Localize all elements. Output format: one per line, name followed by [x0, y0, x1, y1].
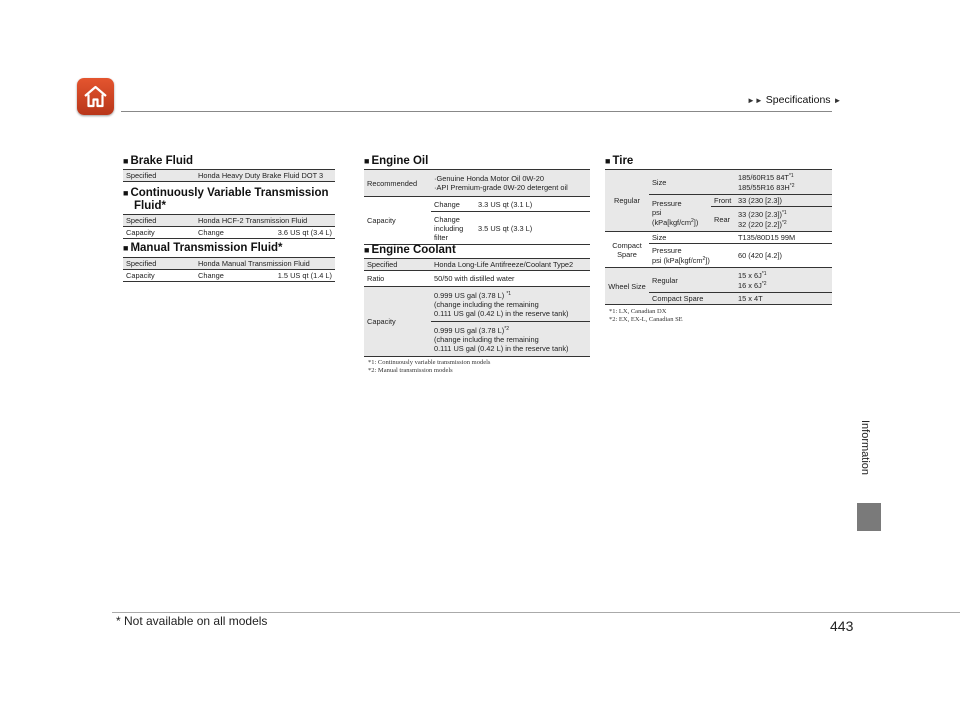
side-tab-information[interactable]: Information [859, 420, 871, 476]
engine-coolant-heading: ■ Engine Coolant [364, 244, 456, 256]
cell-value: Honda Manual Transmission Fluid [195, 258, 335, 270]
table-row [123, 215, 335, 227]
cell-label: Compact Spare [649, 293, 735, 305]
recommended-oil-2: ·API Premium-grade 0W-20 detergent oil [434, 183, 568, 192]
table-row [364, 287, 590, 322]
cell-value: Honda Heavy Duty Brake Fluid DOT 3 [195, 170, 335, 182]
cell-label: Size [649, 232, 735, 244]
cell-value: Honda HCF-2 Transmission Fluid [195, 215, 335, 227]
cell-value: 3.6 US qt (3.4 L) [277, 228, 332, 237]
cell-label: Capacity [364, 287, 431, 357]
cell-label: Front [711, 195, 735, 207]
chevron-right-icon: ►► [747, 96, 763, 105]
engine-oil-heading: ■ Engine Oil [364, 155, 429, 167]
cell-label: Pressure psi $(kPa[kgf/cm^2])$ [649, 195, 711, 232]
cell-value: 15 x 4T [735, 293, 832, 305]
cell-label: Ratio [367, 274, 385, 283]
cell-label: Specified [123, 215, 195, 227]
brake-fluid-heading: ■ Brake Fluid [123, 155, 194, 167]
engine-oil-table [364, 169, 590, 245]
table-row [123, 258, 335, 270]
home-button[interactable] [77, 78, 114, 115]
cell-value: 60 (420 [4.2]) [738, 251, 782, 260]
table-row [364, 259, 590, 271]
cell-value: Honda Long-Life Antifreeze/Coolant Type2 [431, 259, 590, 271]
table-row [364, 197, 590, 212]
cell-label: Capacity [126, 228, 155, 237]
cell-label: Specified [123, 170, 195, 182]
cell-value: 185/60R15 $84T^{*1}$ 185/55R16 $83H^{*2}$ [735, 170, 832, 195]
note: *2: Manual transmission models [368, 367, 453, 374]
chevron-right-icon: ► [833, 96, 842, 105]
header-divider [121, 111, 832, 112]
cell-value: 0.999 US gal (3.78 L)$^{*2}$ (change including the remaining 0.111 US gal (0.42 L) in the reserve tank) [431, 322, 590, 357]
coolant-notes [368, 359, 490, 375]
cell-label: Specified [364, 259, 431, 271]
cell-label: Capacity [367, 216, 396, 225]
cell-value: 33 (230 [2.3]) [735, 195, 832, 207]
tire-table [605, 169, 832, 305]
cell-value [431, 170, 590, 197]
cell-label: Regular [605, 170, 649, 232]
table-row [123, 170, 335, 182]
cell-label: Size [649, 170, 735, 195]
cell-label: Regular [649, 268, 735, 293]
cvt-fluid-heading: ■ Continuously Variable Transmission Fluid* [123, 187, 329, 212]
cell-value: 33 (230 [2.3])$^{*1}$ 32 (220 [2.2])$^{*2}$ [735, 207, 832, 232]
note: *1: LX, Canadian DX [609, 308, 667, 315]
note: *2: EX, EX-L, Canadian SE [609, 316, 683, 323]
cell-value: 3.3 US qt (3.1 L) [475, 197, 590, 212]
cell-label: Change [198, 271, 224, 280]
table-row [364, 271, 590, 287]
table-row [605, 268, 832, 293]
manual-trans-fluid-table [123, 257, 335, 282]
engine-coolant-table [364, 258, 590, 357]
footer-divider [112, 612, 960, 613]
cell-value: T135/80D15 99M [735, 232, 832, 244]
breadcrumb[interactable] [747, 94, 841, 106]
brake-fluid-table [123, 169, 335, 182]
cell-label: Compact Spare [605, 232, 649, 268]
table-row [605, 170, 832, 195]
cell-value: 15 x $6J^{*1}$ 16 x $6J^{*2}$ [735, 268, 832, 293]
side-tab-marker [857, 503, 881, 531]
cell-label: Change including filter [434, 214, 464, 242]
cell-value: 1.5 US qt (1.4 L) [277, 271, 332, 280]
cvt-fluid-table [123, 214, 335, 239]
cell-label: Change [431, 197, 475, 212]
cell-label: Pressure psi $(kPa[kgf/cm^2])$ [652, 246, 710, 265]
recommended-oil-1: ·Genuine Honda Motor Oil 0W-20 [434, 174, 544, 183]
note: *1: Continuously variable transmission models [368, 359, 491, 366]
table-row [123, 270, 335, 282]
cell-label: Capacity [126, 271, 155, 280]
cell-label: Recommended [364, 170, 431, 197]
tire-heading: ■ Tire [605, 155, 634, 167]
cell-label: Specified [123, 258, 195, 270]
cell-value: 0.999 US gal (3.78 L) $^{*1}$ (change including the remaining 0.111 US gal (0.42 L) in the reserve tank) [431, 287, 590, 322]
cell-label: Wheel Size [605, 268, 649, 305]
cell-value: 3.5 US qt (3.3 L) [478, 223, 533, 233]
page-number: 443 [830, 618, 854, 634]
tire-notes [609, 308, 683, 324]
manual-trans-fluid-heading: ■ Manual Transmission Fluid* [123, 242, 283, 254]
breadcrumb-label: Specifications [765, 94, 831, 106]
cell-label: Change [198, 228, 224, 237]
table-row [605, 232, 832, 244]
home-icon [83, 84, 108, 109]
footnote: * Not available on all models [116, 614, 268, 628]
table-row [123, 227, 335, 239]
table-row [364, 170, 590, 197]
cell-value: 50/50 with distilled water [434, 274, 515, 283]
cell-label: Rear [711, 207, 735, 232]
